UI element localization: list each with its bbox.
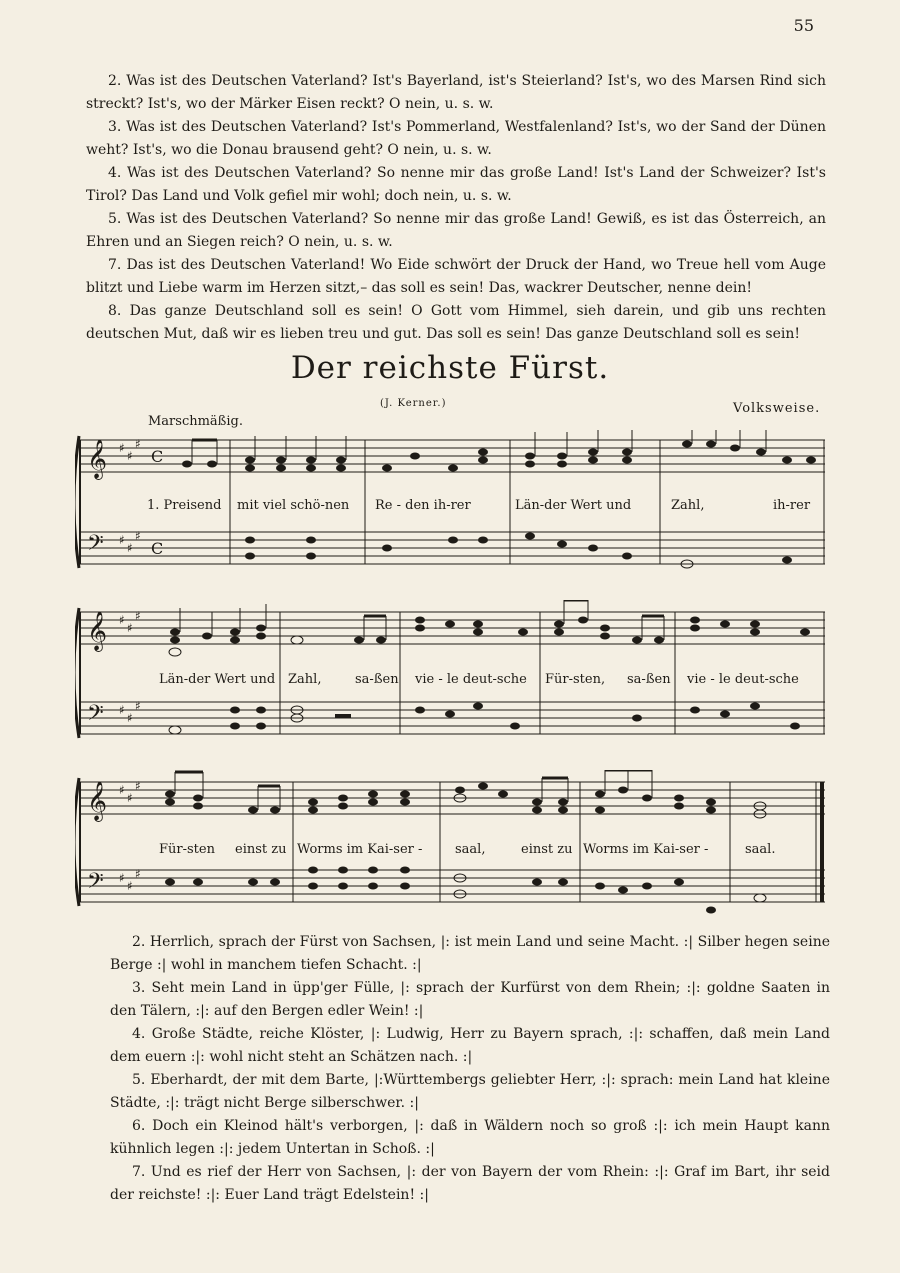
svg-text:♯: ♯ bbox=[119, 703, 125, 717]
svg-text:♯: ♯ bbox=[127, 711, 133, 725]
song-author: (J. Kerner.) bbox=[380, 398, 447, 409]
lyric: sa-ßen bbox=[627, 672, 671, 687]
lyric: einst zu bbox=[235, 842, 287, 857]
lyric: Zahl, bbox=[288, 672, 322, 687]
svg-text:♯: ♯ bbox=[127, 791, 133, 805]
lyric: ih-rer bbox=[773, 498, 811, 513]
verse: 2. Was ist des Deutschen Vaterland? Ist's Bayerland, ist's Steierland? Ist's, wo des Marsen Rind sich streckt? Ist's, wo der Märker Eisen reckt? O nein, u. s. w. bbox=[86, 73, 826, 112]
svg-text:♯: ♯ bbox=[127, 449, 133, 463]
song-title: Der reichste Fürst. bbox=[290, 350, 610, 386]
svg-text:𝄢: 𝄢 bbox=[87, 701, 104, 731]
lyric: vie - le deut-sche bbox=[687, 672, 799, 687]
svg-text:♯: ♯ bbox=[127, 621, 133, 635]
music-system-3 bbox=[75, 770, 825, 920]
verse: 3. Seht mein Land in üpp'ger Fülle, |: sprach der Kurfürst von dem Rhein; :|: goldne Saaten in den Tälern, :|: auf den Bergen edler Wein! :| bbox=[110, 980, 830, 1019]
svg-text:𝄞: 𝄞 bbox=[87, 439, 108, 479]
page-number: 55 bbox=[793, 16, 814, 35]
svg-text:𝄞: 𝄞 bbox=[87, 781, 108, 821]
svg-text:♯: ♯ bbox=[119, 871, 125, 885]
svg-text:♯: ♯ bbox=[127, 541, 133, 555]
verse: 2. Herrlich, sprach der Fürst von Sachsen, |: ist mein Land und seine Macht. :| Silber hegen seine Berge :| wohl in manchem tiefen Schacht. :| bbox=[110, 934, 830, 973]
lyric: saal. bbox=[745, 842, 776, 857]
lyric: sa-ßen bbox=[355, 672, 399, 687]
lyric: Für-sten, bbox=[545, 672, 606, 687]
verse: 3. Was ist des Deutschen Vaterland? Ist's Pommerland, Westfalenland? Ist's, wo der Sand der Dünen weht? Ist's, wo die Donau brausend geht? O nein, u. s. w. bbox=[86, 119, 826, 158]
tempo-marking: Marschmäßig. bbox=[148, 414, 243, 429]
lyric: Worms im Kai-ser - bbox=[297, 842, 423, 857]
lyrics-row bbox=[75, 672, 825, 692]
verse: 5. Was ist des Deutschen Vaterland? So nenne mir das große Land! Gewiß, es ist das Österreich, an Ehren und an Siegen reich? O nein, u. s. w. bbox=[86, 211, 826, 250]
lyric: vie - le deut-sche bbox=[415, 672, 527, 687]
svg-text:♯: ♯ bbox=[119, 533, 125, 547]
verse: 5. Eberhardt, der mit dem Barte, |:Württembergs geliebter Herr, :|: sprach: mein Land hat kleine Städte, :|: trägt nicht Berge silberschwer. :| bbox=[110, 1072, 830, 1111]
svg-text:𝄢: 𝄢 bbox=[87, 531, 104, 561]
lyric: Worms im Kai-ser - bbox=[583, 842, 709, 857]
verse: 4. Große Städte, reiche Klöster, |: Ludwig, Herr zu Bayern sprach, :|: schaffen, daß mein Land dem euern :|: wohl nicht steht an Schätzen nach. :| bbox=[110, 1026, 830, 1065]
lyric: Re - den ih-rer bbox=[375, 498, 471, 513]
lyric: Län-der Wert und bbox=[515, 498, 632, 513]
music-system-1 bbox=[75, 430, 825, 580]
music-system-2 bbox=[75, 600, 825, 750]
svg-text:𝄢: 𝄢 bbox=[87, 869, 104, 899]
svg-text:♯: ♯ bbox=[135, 779, 141, 793]
svg-text:♯: ♯ bbox=[135, 867, 141, 881]
lyric: saal, bbox=[455, 842, 486, 857]
svg-text:𝄞: 𝄞 bbox=[87, 611, 108, 651]
svg-text:♯: ♯ bbox=[135, 529, 141, 543]
song-verses bbox=[110, 931, 830, 1207]
svg-text:C: C bbox=[151, 447, 164, 466]
song-origin: Volksweise. bbox=[733, 401, 821, 416]
verse: 6. Doch ein Kleinod hält's verborgen, |: daß in Wäldern noch so groß :|: ich mein Haupt kann kühnlich legen :|: jedem Untertan in Schoß. :| bbox=[110, 1118, 830, 1157]
verse: 7. Und es rief der Herr von Sachsen, |: der von Bayern der vom Rhein: :|: Graf im Bart, ihr seid der reichste! :|: Euer Land trägt Edelstein! :| bbox=[110, 1164, 830, 1203]
preceding-song-verses bbox=[86, 70, 826, 346]
svg-text:♯: ♯ bbox=[135, 609, 141, 623]
svg-text:♯: ♯ bbox=[119, 613, 125, 627]
svg-text:♯: ♯ bbox=[127, 879, 133, 893]
lyric: mit viel schö-nen bbox=[237, 498, 350, 513]
lyric: Län-der Wert und bbox=[159, 672, 276, 687]
lyric: einst zu bbox=[521, 842, 573, 857]
svg-text:♯: ♯ bbox=[119, 783, 125, 797]
lyric: Für-sten bbox=[159, 842, 215, 857]
verse: 7. Das ist des Deutschen Vaterland! Wo Eide schwört der Druck der Hand, wo Treue hell vom Auge blitzt und Liebe warm im Herzen sitzt,– das soll es sein! Das, wackrer Deutscher, nenne dein! bbox=[86, 257, 826, 296]
svg-text:C: C bbox=[151, 539, 164, 558]
lyrics-row bbox=[75, 842, 825, 862]
svg-text:♯: ♯ bbox=[135, 437, 141, 451]
verse: 8. Das ganze Deutschland soll es sein! O Gott vom Himmel, sieh darein, und gib uns rechten deutschen Mut, daß wir es lieben treu und gut. Das soll es sein! Das ganze Deutschland soll es sein! bbox=[86, 303, 826, 342]
lyric: 1. Preisend bbox=[147, 498, 222, 513]
svg-text:♯: ♯ bbox=[119, 441, 125, 455]
svg-text:♯: ♯ bbox=[135, 699, 141, 713]
verse: 4. Was ist des Deutschen Vaterland? So nenne mir das große Land! Ist's Land der Schweizer? Ist's Tirol? Das Land und Volk gefiel mir wohl; doch nein, u. s. w. bbox=[86, 165, 826, 204]
lyric: Zahl, bbox=[671, 498, 705, 513]
lyrics-row bbox=[75, 498, 825, 518]
